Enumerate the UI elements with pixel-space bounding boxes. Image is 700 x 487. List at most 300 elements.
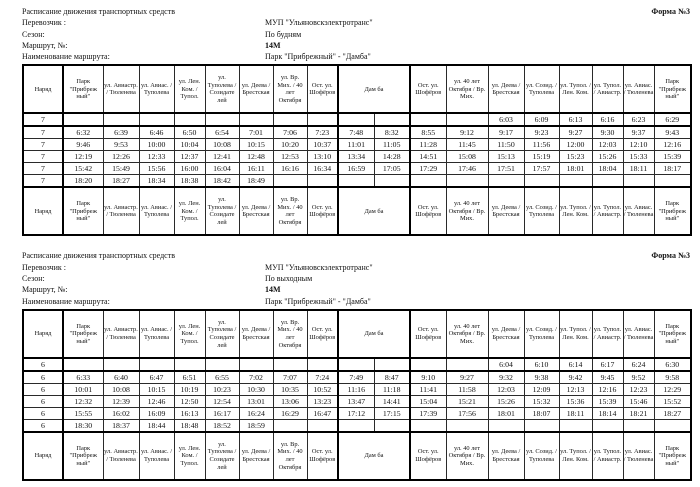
time-cell [524,175,559,188]
time-cell: 10:19 [174,383,205,395]
time-cell: 6:24 [623,358,654,371]
naryad-cell: 7 [23,139,63,151]
time-cell [559,175,592,188]
time-cell: 6:39 [103,126,139,139]
time-cell: 17:12 [338,407,374,419]
time-cell: 9:27 [559,126,592,139]
time-cell: 18:59 [239,419,273,432]
column-header: ул. Авиас. / Туполева [139,187,174,235]
column-header: ул. Вр. Мих. / 40 лет Октября [273,187,307,235]
naryad-cell: 6 [23,383,63,395]
time-cell: 13:34 [338,151,374,163]
column-header: ул. Лен. Ком. / Тупол. [174,310,205,358]
time-cell: 7:49 [338,371,374,384]
column-header: ул. Тупол. / Лен. Ком. [559,187,592,235]
naryad-cell: 6 [23,358,63,371]
time-cell: 6:17 [592,358,623,371]
time-cell [239,358,273,371]
time-cell: 17:39 [410,407,446,419]
column-header: Ост. ул. Шофёров [410,310,446,358]
column-header: Наряд [23,187,63,235]
time-cell: 12:26 [103,151,139,163]
time-cell: 10:37 [307,139,338,151]
time-cell [307,358,338,371]
column-header: ул. Созид. / Туполева [524,65,559,113]
time-cell: 16:34 [307,163,338,175]
time-cell: 9:12 [446,126,488,139]
time-cell: 6:55 [205,371,239,384]
time-cell: 15:26 [592,151,623,163]
time-cell: 11:41 [410,383,446,395]
column-header: ул. Вр. Мих. / 40 лет Октября [273,310,307,358]
time-cell: 12:10 [623,139,654,151]
time-cell: 12:41 [205,151,239,163]
column-header: Ост. ул. Шофёров [410,65,446,113]
time-cell: 16:00 [174,163,205,175]
time-cell: 15:08 [446,151,488,163]
column-header: ул. Авиастр. / Тюленева [103,432,139,480]
column-header: ул. Авиас. / Туполева [139,65,174,113]
time-cell: 18:07 [524,407,559,419]
time-cell: 14:28 [374,151,410,163]
naryad-cell: 7 [23,175,63,188]
table-header [23,310,691,358]
route-name-value: Парк "Прибрежный" - "Дамба" [265,52,371,62]
time-cell: 16:13 [174,407,205,419]
column-header: ул. Созид. / Туполева [524,187,559,235]
time-cell: 16:24 [239,407,273,419]
section-info-block [22,250,690,306]
naryad-cell: 7 [23,113,63,126]
time-cell: 12:19 [63,151,103,163]
time-cell: 16:17 [205,407,239,419]
column-header: ул. Вр. Мих. / 40 лет Октября [273,432,307,480]
table-row [23,383,691,395]
column-header-damba: Дам ба [338,65,410,113]
season-label: Сезон: [22,274,45,284]
time-cell: 17:46 [446,163,488,175]
time-cell [524,419,559,432]
time-cell: 15:55 [63,407,103,419]
carrier-value: МУП "Ульяновскэлектротранс" [265,262,373,272]
naryad-cell: 7 [23,163,63,175]
table-row [23,139,691,151]
time-cell: 16:47 [307,407,338,419]
time-cell: 17:05 [374,163,410,175]
route-name-value: Парк "Прибрежный" - "Дамба" [265,296,371,306]
carrier-label: Перевозчик : [22,262,67,272]
time-cell: 15:23 [559,151,592,163]
time-cell: 6:33 [63,371,103,384]
time-cell: 9:53 [103,139,139,151]
time-cell [623,175,654,188]
time-cell: 8:47 [374,371,410,384]
carrier-value: МУП "Ульяновскэлектротранс" [265,18,373,28]
table-header [23,65,691,113]
column-header: ул. Созид. / Туполева [524,432,559,480]
time-cell: 6:23 [623,113,654,126]
form-label: Форма №3 [651,251,690,261]
time-cell: 10:08 [103,383,139,395]
time-cell [174,113,205,126]
time-cell: 6:13 [559,113,592,126]
time-cell: 6:47 [139,371,174,384]
time-cell: 17:56 [446,407,488,419]
time-cell [410,113,446,126]
time-cell: 11:01 [338,139,374,151]
time-cell: 17:57 [524,163,559,175]
time-cell: 10:15 [139,383,174,395]
route-name-label: Наименование маршрута: [22,52,110,62]
time-cell: 18:48 [174,419,205,432]
time-cell: 13:06 [273,395,307,407]
column-header: Наряд [23,65,63,113]
time-cell: 8:55 [410,126,446,139]
time-cell: 11:50 [488,139,524,151]
table-row [23,419,691,432]
time-cell: 12:54 [205,395,239,407]
column-header: Парк "Прибреж ный" [63,310,103,358]
time-cell: 12:16 [654,139,691,151]
time-cell: 18:04 [592,163,623,175]
column-header: ул. Тупол. / Лен. Ком. [559,432,592,480]
time-cell: 12:48 [239,151,273,163]
time-cell: 12:16 [592,383,623,395]
time-cell [410,175,446,188]
time-cell: 18:42 [205,175,239,188]
time-cell: 15:19 [524,151,559,163]
time-cell [63,113,103,126]
column-header: ул. Тупол. / Авиастр. [592,310,623,358]
time-cell: 18:44 [139,419,174,432]
time-cell: 18:01 [488,407,524,419]
column-header: Парк "Прибреж ный" [63,432,103,480]
time-cell: 10:20 [273,139,307,151]
column-header: ул. Авиастр. / Тюленева [103,65,139,113]
time-cell: 11:28 [410,139,446,151]
time-cell: 12:29 [654,383,691,395]
time-cell [410,419,446,432]
time-cell [174,358,205,371]
time-cell: 16:02 [103,407,139,419]
column-header: ул. Авиас. / Туполева [139,432,174,480]
time-cell: 15:39 [592,395,623,407]
column-header: Парк "Прибреж ный" [654,65,691,113]
time-cell: 9:43 [654,126,691,139]
column-header: ул. Тупол. / Лен. Ком. [559,65,592,113]
column-header: ул. Авиастр. / Тюленева [103,187,139,235]
naryad-cell: 7 [23,126,63,139]
time-cell: 15:13 [488,151,524,163]
time-cell [374,175,410,188]
time-cell [205,358,239,371]
column-header: Ост. ул. Шофёров [410,432,446,480]
column-header: ул. Деева / Брестская [239,187,273,235]
time-cell: 18:52 [205,419,239,432]
column-header: Парк "Прибреж ный" [63,65,103,113]
column-header: ул. Авиас. / Тюленева [623,187,654,235]
time-cell [654,419,691,432]
time-cell [205,113,239,126]
time-cell [446,175,488,188]
table-body [23,358,691,432]
column-header: ул. Туполева / Созидате лей [205,432,239,480]
table-footer-header [23,187,691,235]
time-cell: 11:05 [374,139,410,151]
table-row [23,395,691,407]
time-cell: 6:03 [488,113,524,126]
time-cell: 7:02 [239,371,273,384]
table-row [23,151,691,163]
table-body [23,113,691,187]
time-cell: 14:41 [374,395,410,407]
table-footer-header [23,432,691,480]
column-header: ул. Деева / Брестская [239,432,273,480]
time-cell: 18:20 [63,175,103,188]
schedule-table-weekend [22,309,692,481]
time-cell: 17:51 [488,163,524,175]
time-cell: 18:30 [63,419,103,432]
time-cell: 15:32 [524,395,559,407]
time-cell: 6:16 [592,113,623,126]
time-cell: 18:11 [623,163,654,175]
time-cell: 18:27 [103,175,139,188]
time-cell: 6:30 [654,358,691,371]
column-header: ул. Туполева / Созидате лей [205,187,239,235]
time-cell: 9:30 [592,126,623,139]
time-cell [239,113,273,126]
time-cell: 15:56 [139,163,174,175]
column-header: ул. Деева / Брестская [488,65,524,113]
time-cell: 15:46 [623,395,654,407]
column-header: ул. Вр. Мих. / 40 лет Октября [273,65,307,113]
time-cell: 12:39 [103,395,139,407]
time-cell: 16:59 [338,163,374,175]
time-cell: 11:45 [446,139,488,151]
naryad-cell: 6 [23,407,63,419]
time-cell: 18:27 [654,407,691,419]
time-cell: 7:48 [338,126,374,139]
time-cell: 9:52 [623,371,654,384]
time-cell: 16:29 [273,407,307,419]
time-cell: 6:50 [174,126,205,139]
time-cell: 7:23 [307,126,338,139]
time-cell [446,113,488,126]
time-cell: 9:17 [488,126,524,139]
naryad-cell: 6 [23,371,63,384]
column-header: Парк "Прибреж ный" [654,310,691,358]
column-header: ул. Деева / Брестская [239,310,273,358]
season-value: По будням [265,29,302,39]
time-cell [103,113,139,126]
column-header: ул. Созид. / Туполева [524,310,559,358]
time-cell: 15:42 [63,163,103,175]
time-cell: 6:29 [654,113,691,126]
time-cell: 12:50 [174,395,205,407]
time-cell: 11:16 [338,383,374,395]
time-cell: 18:17 [654,163,691,175]
time-cell [338,175,374,188]
table-row [23,371,691,384]
time-cell: 12:37 [174,151,205,163]
time-cell: 7:24 [307,371,338,384]
route-number-value: 14М [265,40,281,50]
time-cell [446,358,488,371]
time-cell: 16:16 [273,163,307,175]
column-header: ул. Авиастр. / Тюленева [103,310,139,358]
time-cell: 15:33 [623,151,654,163]
time-cell: 15:49 [103,163,139,175]
table-row [23,175,691,188]
time-cell [374,419,410,432]
time-cell [139,113,174,126]
table-row [23,163,691,175]
time-cell: 7:06 [273,126,307,139]
time-cell: 7:01 [239,126,273,139]
section-info-block [22,6,690,62]
time-cell: 16:09 [139,407,174,419]
time-cell: 16:04 [205,163,239,175]
time-cell: 18:34 [139,175,174,188]
schedule-section-weekday [22,6,690,236]
time-cell: 9:23 [524,126,559,139]
column-header: ул. Тупол. / Лен. Ком. [559,310,592,358]
column-header: ул. Авиас. / Туполева [139,310,174,358]
route-number-label: Маршрут, №: [22,285,68,295]
route-name-label: Наименование маршрута: [22,296,110,306]
time-cell: 9:42 [559,371,592,384]
time-cell: 6:09 [524,113,559,126]
time-cell [592,175,623,188]
time-cell: 18:01 [559,163,592,175]
time-cell: 9:46 [63,139,103,151]
column-header: ул. Авиас. / Тюленева [623,432,654,480]
column-header: ул. Деева / Брестская [488,310,524,358]
column-header: ул. Туполева / Созидате лей [205,310,239,358]
column-header: ул. 40 лет Октября / Вр. Мих. [446,187,488,235]
time-cell: 10:52 [307,383,338,395]
time-cell: 15:04 [410,395,446,407]
season-value: По выходным [265,274,313,284]
time-cell: 12:46 [139,395,174,407]
time-cell: 13:47 [338,395,374,407]
time-cell: 10:23 [205,383,239,395]
time-cell [446,419,488,432]
time-cell: 9:45 [592,371,623,384]
time-cell: 11:58 [446,383,488,395]
time-cell: 12:32 [63,395,103,407]
time-cell: 9:32 [488,371,524,384]
time-cell: 6:04 [488,358,524,371]
time-cell [307,175,338,188]
time-cell: 8:32 [374,126,410,139]
time-cell [488,175,524,188]
time-cell [307,113,338,126]
naryad-cell: 6 [23,419,63,432]
time-cell [103,358,139,371]
time-cell: 10:00 [139,139,174,151]
time-cell: 9:58 [654,371,691,384]
time-cell: 6:40 [103,371,139,384]
time-cell [338,113,374,126]
table-row [23,407,691,419]
time-cell: 12:00 [559,139,592,151]
time-cell: 18:11 [559,407,592,419]
time-cell: 11:56 [524,139,559,151]
time-cell: 7:07 [273,371,307,384]
time-cell: 6:46 [139,126,174,139]
section-title: Расписание движения транспортных средств [22,7,175,16]
time-cell: 16:11 [239,163,273,175]
route-number-label: Маршрут, №: [22,40,68,50]
naryad-cell: 6 [23,395,63,407]
column-header: ул. Деева / Брестская [488,187,524,235]
time-cell [273,419,307,432]
column-header: ул. Тупол. / Авиастр. [592,65,623,113]
column-header: Парк "Прибреж ный" [654,187,691,235]
time-cell: 14:51 [410,151,446,163]
time-cell: 12:09 [524,383,559,395]
time-cell: 13:23 [307,395,338,407]
time-cell [273,175,307,188]
column-header: ул. Деева / Брестская [239,65,273,113]
time-cell [592,419,623,432]
column-header: Ост. ул. Шофёров [307,432,338,480]
time-cell: 18:14 [592,407,623,419]
column-header: ул. Авиас. / Тюленева [623,65,654,113]
time-cell: 12:23 [623,383,654,395]
time-cell: 10:04 [174,139,205,151]
time-cell: 11:18 [374,383,410,395]
column-header: Ост. ул. Шофёров [307,65,338,113]
time-cell [273,358,307,371]
column-header: ул. Тупол. / Авиастр. [592,187,623,235]
form-label: Форма №3 [651,7,690,16]
time-cell: 6:54 [205,126,239,139]
time-cell: 18:21 [623,407,654,419]
time-cell: 15:36 [559,395,592,407]
time-cell [559,419,592,432]
time-cell: 6:10 [524,358,559,371]
column-header: ул. Тупол. / Авиастр. [592,432,623,480]
table-row [23,126,691,139]
time-cell [273,113,307,126]
time-cell: 18:37 [103,419,139,432]
time-cell: 15:21 [446,395,488,407]
column-header: ул. Авиас. / Тюленева [623,310,654,358]
time-cell: 10:15 [239,139,273,151]
time-cell: 18:49 [239,175,273,188]
time-cell: 9:37 [623,126,654,139]
column-header: ул. Лен. Ком. / Тупол. [174,187,205,235]
time-cell: 13:10 [307,151,338,163]
time-cell: 12:03 [592,139,623,151]
time-cell: 12:03 [488,383,524,395]
column-header: Парк "Прибреж ный" [654,432,691,480]
time-cell [338,419,374,432]
carrier-label: Перевозчик : [22,18,67,28]
time-cell [623,419,654,432]
time-cell: 10:30 [239,383,273,395]
time-cell: 6:32 [63,126,103,139]
column-header: Парк "Прибреж ный" [63,187,103,235]
column-header: ул. 40 лет Октября / Вр. Мих. [446,310,488,358]
naryad-cell: 7 [23,151,63,163]
schedule-section-weekend [22,250,690,480]
column-header: ул. Деева / Брестская [488,432,524,480]
route-number-value: 14М [265,285,281,295]
table-row [23,113,691,126]
